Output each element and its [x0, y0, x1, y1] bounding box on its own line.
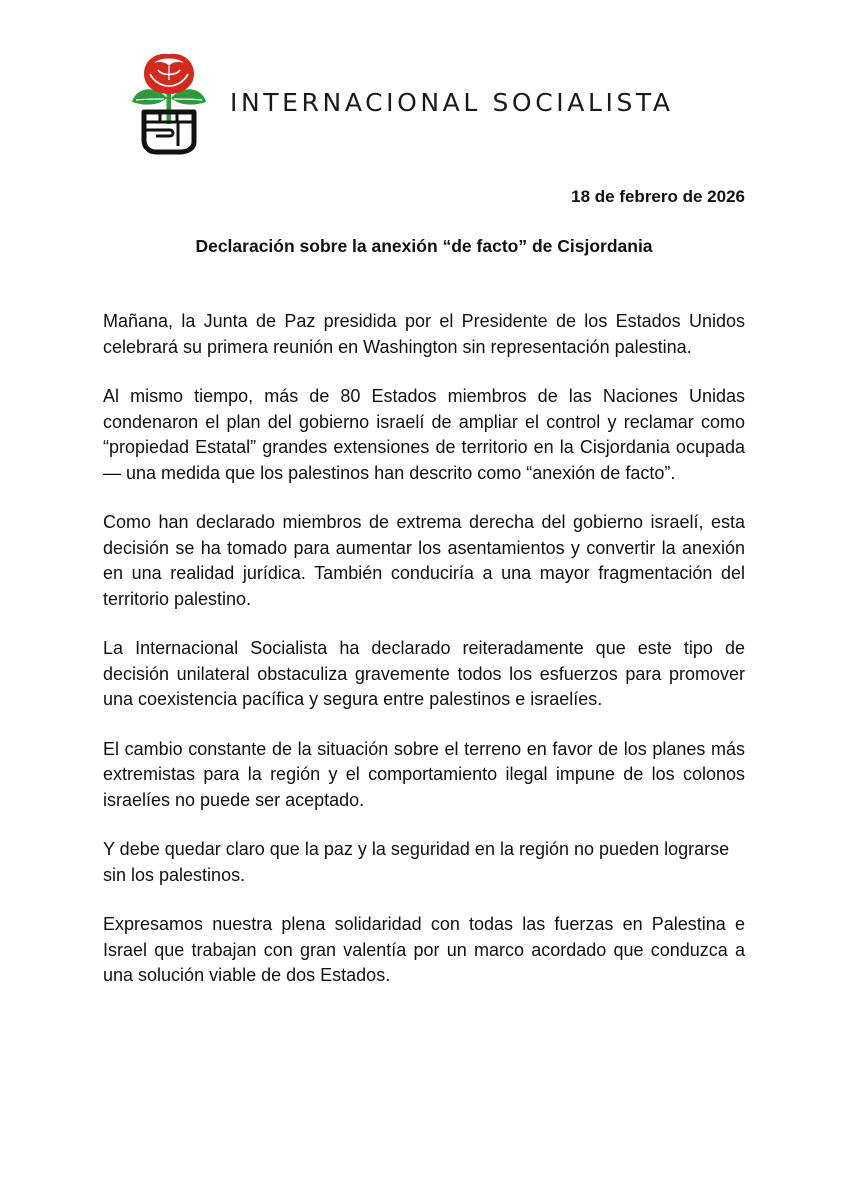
paragraph: Mañana, la Junta de Paz presidida por el Presidente de los Estados Unidos celebrará su primera reunión en Washington sin representación palestina.	[103, 311, 745, 357]
organization-name: INTERNACIONAL SOCIALISTA	[230, 88, 674, 117]
document-date: 18 de febrero de 2026	[571, 187, 745, 206]
fist-and-rose-icon	[130, 50, 208, 156]
paragraph: Expresamos nuestra plena solidaridad con todas las fuerzas en Palestina e Israel que trabajan con gran valentía por un marco acordado que conduzca a una solución viable de dos Estados.	[103, 914, 745, 985]
letterhead	[130, 50, 730, 160]
paragraph: El cambio constante de la situación sobre el terreno en favor de los planes más extremistas para la región y el comportamiento ilegal impune de los colonos israelíes no puede ser aceptado.	[103, 738, 745, 810]
document-body	[103, 309, 745, 1013]
document-title: Declaración sobre la anexión “de facto” de Cisjordania	[195, 236, 653, 256]
paragraph: La Internacional Socialista ha declarado reiteradamente que este tipo de decisión unilateral obstaculiza gravemente todos los esfuerzos para promover una coexistencia pacífica y segura entre palestinos e israelíes.	[103, 638, 745, 709]
paragraph: Como han declarado miembros de extrema derecha del gobierno israelí, esta decisión se ha tomado para aumentar los asentamientos y convertir la anexión en una realidad jurídica. También conduciría a una mayor fragmentación del territorio palestino.	[103, 512, 745, 609]
paragraph: Al mismo tiempo, más de 80 Estados miembros de las Naciones Unidas condenaron el plan del gobierno israelí de ampliar el control y reclamar como “propiedad Estatal” grandes extensiones de territorio en la Cisjordania ocupada — una medida que los palestinos han descrito como “anexión de facto”.	[103, 386, 745, 483]
paragraph: Y debe quedar claro que la paz y la seguridad en la región no pueden lograrse sin los palestinos.	[103, 839, 730, 885]
